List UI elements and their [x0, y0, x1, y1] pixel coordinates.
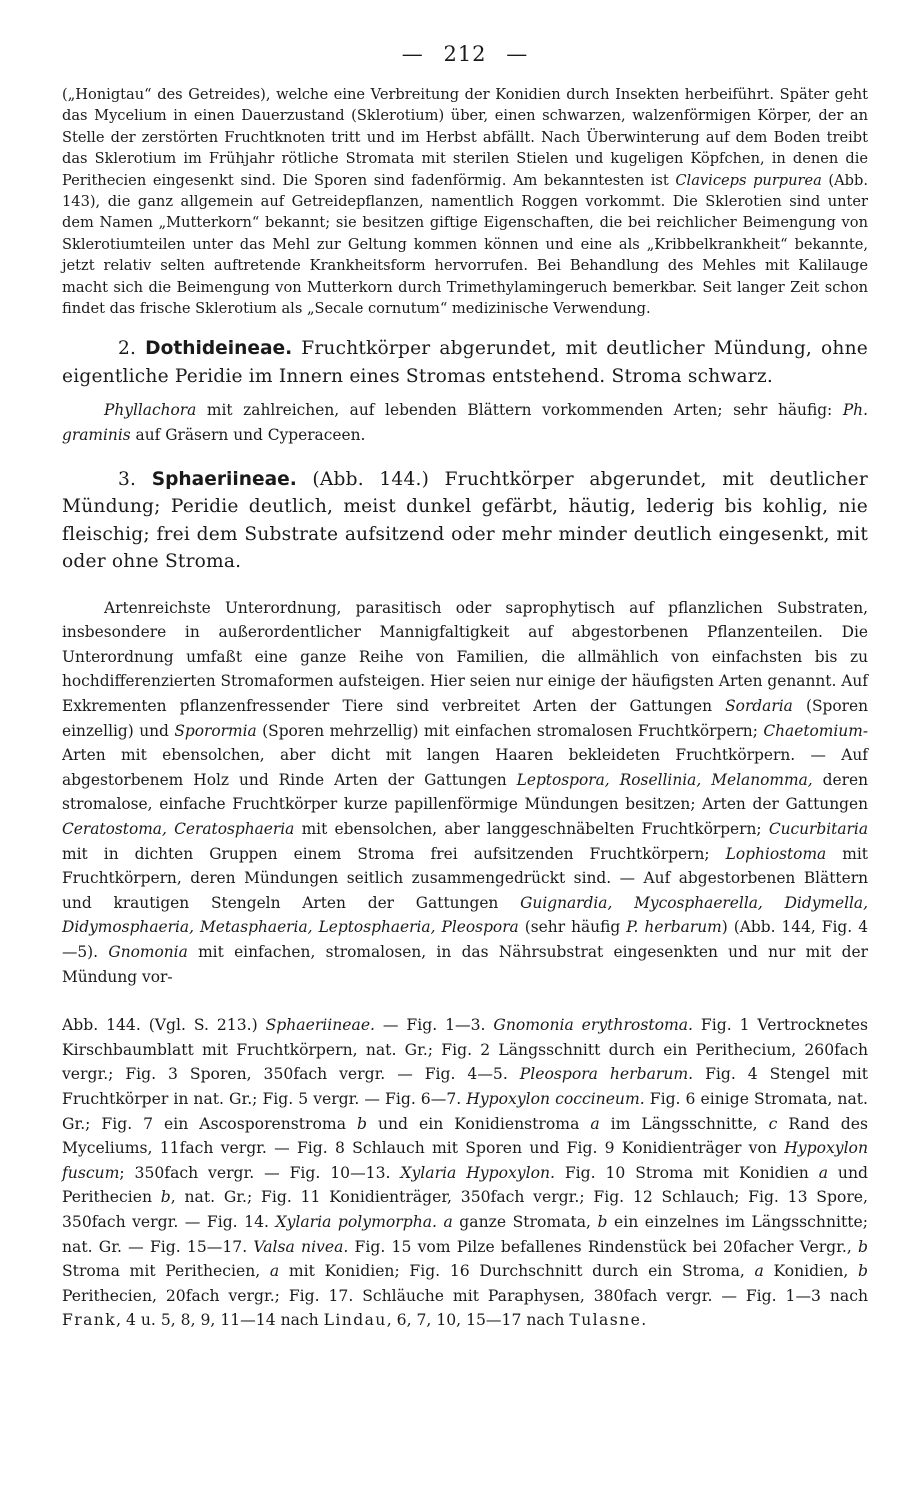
paragraph-phyllachora: Phyllachora mit zahlreichen, auf lebenden Blättern vorkommenden Arten; sehr häufig: Ph. graminis auf Gräsern und Cyperaceen. [62, 401, 868, 445]
page-number [62, 42, 868, 66]
page-number-dash-left: — [401, 42, 424, 66]
figure-caption-abb-144: Abb. 144. (Vgl. S. 213.) Sphaeriineae. — Fig. 1—3. Gnomonia erythrostoma. Fig. 1 Vertrocknetes Kirschbaumblatt mit Fruchtkörpern, nat. Gr.; Fig. 2 Längsschnitt durch ein Perithecium, 260fach vergr.; Fig. 3 Sporen, 350fach vergr. — Fig. 4—5. Pleospora herbarum. Fig. 4 Stengel mit Fruchtkörper in nat. Gr.; Fig. 5 vergr. — Fig. 6—7. Hypoxylon coccineum. Fig. 6 einige Stromata, nat. Gr.; Fig. 7 ein Ascosporenstroma b und ein Konidienstroma a im Längsschnitte, c Rand des Myceliums, 11fach vergr. — Fig. 8 Schlauch mit Sporen und Fig. 9 Konidienträger von Hypoxylon fuscum; 350fach vergr. — Fig. 10—13. Xylaria Hypoxylon. Fig. 10 Stroma mit Konidien a und Perithecien b, nat. Gr.; Fig. 11 Konidienträger, 350fach vergr.; Fig. 12 Schlauch; Fig. 13 Spore, 350fach vergr. — Fig. 14. Xylaria polymorpha. a ganze Stromata, b ein einzelnes im Längsschnitte; nat. Gr. — Fig. 15—17. Valsa nivea. Fig. 15 vom Pilze befallenes Rindenstück bei 20facher Vergr., b Stroma mit Perithecien, a mit Konidien; Fig. 16 Durchschnitt durch ein Stroma, a Konidien, b Perithecien, 20fach vergr.; Fig. 17. Schläuche mit Paraphysen, 380fach vergr. — Fig. 1—3 nach Frank, 4 u. 5, 8, 9, 11—14 nach Lindau, 6, 7, 10, 15—17 nach Tulasne. [62, 1016, 868, 1330]
paragraph-claviceps: („Honigtau“ des Getreides), welche eine Verbreitung der Konidien durch Insekten herbeiführt. Später geht das Mycelium in einen Dauerzustand (Sklerotium) über, einen schwarzen, walzenförmigen Körper, der an Stelle der zerstörten Fruchtknoten tritt und im Herbst abfällt. Nach Überwinterung auf dem Boden treibt das Sklerotium im Frühjahr rötliche Stromata mit sterilen Stielen und kugeligen Köpfchen, in denen die Perithecien eingesenkt sind. Die Sporen sind fadenförmig. Am bekanntesten ist Claviceps purpurea (Abb. 143), die ganz allgemein auf Getreidepflanzen, namentlich Roggen vorkommt. Die Sklerotien sind unter dem Namen „Mutterkorn“ bekannt; sie besitzen giftige Eigenschaften, die bei reichlicher Beimengung von Sklerotiumteilen unter das Mehl zur Geltung kommen können und eine als „Kribbelkrankheit“ bekannte, jetzt relativ selten auftretende Krankheitsform hervorrufen. Bei Behandlung des Mehles mit Kalilauge macht sich die Beimengung von Mutterkorn durch Trimethylamingeruch bemerkbar. Seit langer Zeit schon findet das frische Sklerotium als „Secale cornutum“ medizinische Verwendung. [62, 86, 868, 318]
taxon-ph-graminis: Ph. graminis [62, 401, 868, 445]
author-frank: Frank [62, 1311, 117, 1330]
section-number: 3. [118, 468, 137, 490]
section-sphaeriineae: 3. Sphaeriineae. (Abb. 144.) Fruchtkörper abgerundet, mit deutlicher Mündung; Peridie deutlich, meist dunkel gefärbt, häutig, lederig bis kohlig, nie fleischig; frei dem Substrate aufsitzend oder mehr minder deutlich eingesenkt, mit oder ohne Stroma. [62, 468, 868, 573]
author-tulasne: Tulasne [569, 1311, 642, 1330]
paragraph-sphaeriineae-details: Artenreichste Unterordnung, parasitisch oder saprophytisch auf pflanzlichen Substraten, insbesondere in außerordentlicher Mannigfaltigkeit auf abgestorbenen Pflanzenteilen. Die Unterordnung umfaßt eine ganze Reihe von Familien, die allmählich von einfachsten bis zu hochdifferenzierten Stromaformen aufsteigen. Hier seien nur einige der häufigsten Arten genannt. Auf Exkrementen pflanzenfressender Tiere sind verbreitet Arten der Gattungen Sordaria (Sporen einzellig) und Sporormia (Sporen mehrzellig) mit einfachen stromalosen Fruchtkörpern; Chaetomium-Arten mit ebensolchen, aber dicht mit langen Haaren bekleideten Fruchtkörpern. — Auf abgestorbenem Holz und Rinde Arten der Gattungen Leptospora, Rosellinia, Melanomma, deren stromalose, einfache Fruchtkörper kurze papillenförmige Mündungen besitzen; Arten der Gattungen Ceratostoma, Ceratosphaeria mit ebensolchen, aber langgeschnäbelten Fruchtkörpern; Cucurbitaria mit in dichten Gruppen einem Stroma frei aufsitzenden Fruchtkörpern; Lophiostoma mit Fruchtkörpern, deren Mündungen seitlich zusammengedrückt sind. — Auf abgestorbenen Blättern und krautigen Stengeln Arten der Gattungen Guignardia, Mycosphaerella, Didymella, Didymosphaeria, Metasphaeria, Leptosphaeria, Pleospora (sehr häufig P. herbarum) (Abb. 144, Fig. 4—5). Gnomonia mit einfachen, stromalosen, in das Nährsubstrat eingesenkten und nur mit der Mündung vor- [62, 598, 869, 986]
page-number-value: 212 [443, 42, 487, 66]
taxon-phyllachora: Phyllachora [104, 401, 197, 420]
section-number: 2. [118, 338, 137, 360]
book-page [62, 42, 868, 1333]
taxon-claviceps-purpurea: Claviceps purpurea [675, 171, 822, 189]
section-dothideineae: 2. Dothideineae. Fruchtkörper abgerundet, mit deutlicher Mündung, ohne eigentliche Peridie im Innern eines Stromas entstehend. Stroma schwarz. [62, 338, 868, 387]
page-number-dash-right: — [506, 42, 529, 66]
section-heading-dothideineae: Dothideineae. [145, 338, 293, 360]
section-heading-sphaeriineae: Sphaeriineae. [151, 468, 297, 490]
author-lindau: Lindau [323, 1311, 387, 1330]
